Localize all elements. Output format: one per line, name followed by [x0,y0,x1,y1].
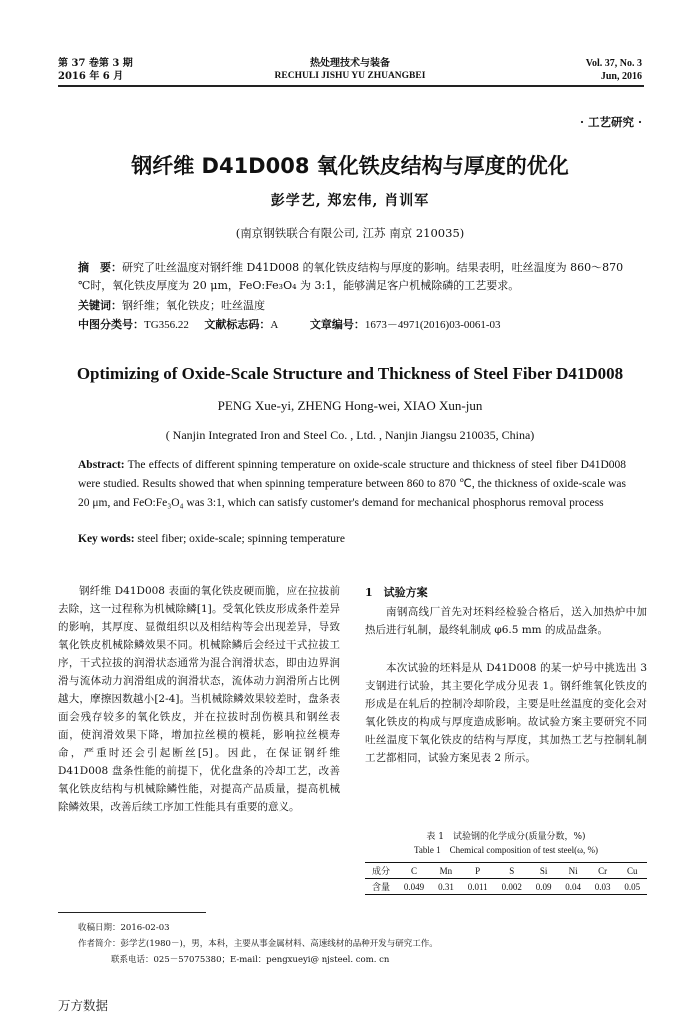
author-bio: 作者简介：彭学艺(1980－)，男，本科，主要从事金属材料、高速线材的品种开发与研究工作。 [78,939,438,949]
header-month: Jun, 2016 [600,71,642,82]
table-cell: 0.011 [461,879,495,895]
table-cell: 0.049 [397,879,431,895]
article-no-value: 1673－4971(2016)03-0061-03 [364,319,501,331]
abstract-cn-label: 摘 要： [78,261,122,274]
header-volume [58,57,133,83]
header-volume-issue: 第 37 卷第 3 期 [58,58,133,69]
classification-line [78,316,638,334]
table-cell: 0.04 [558,879,588,895]
doc-code-value: A [270,319,279,331]
keywords-cn [78,297,626,315]
method-paragraph-2: 本次试验的坯料是从 D41D008 的某一炉号中挑选出 3 支钢进行试验，其主要化学成分见表 1。钢纤维氧化铁皮的形成是在轧后的控制冷却阶段，主要是吐丝温度的变化会对氧化铁皮的构成与厚度造成影响。故试验方案主要研究不同吐丝温度下氧化铁皮的结构与厚度，其加热工艺与控制轧制工艺都相同，试验方案见表 2 所示。 [365,662,647,764]
contact-info: 联系电话：025－57075380；E-mail：pengxueyi@ njsteel. com. cn [111,955,390,965]
watermark-text: 万方数据 [58,998,109,1013]
paper-title-en: Optimizing of Oxide-Scale Structure and Thickness of Steel Fiber D41D008 [76,364,624,383]
header-journal-pinyin: RECHULI JISHU YU ZHUANGBEI [274,71,426,81]
chem-table [365,862,647,895]
table-header-cell: C [397,863,431,879]
keywords-en [78,533,626,545]
table-cell: 0.09 [529,879,559,895]
table-cell: 0.31 [431,879,461,895]
table-header-cell: 成分 [365,863,397,879]
table1-caption-cn: 表 1 试验钢的化学成分(质量分数，%) [426,832,586,842]
table-header-cell: Cu [617,863,647,879]
received-date: 收稿日期：2016-02-03 [78,923,170,933]
abstract-cn-text: 研究了吐丝温度对钢纤维 D41D008 的氧化铁皮结构与厚度的影响。结果表明，吐丝温度为 860～870 ℃时，氧化铁皮厚度为 20 μm，FeO:Fe₃O₄ 为 3:1，能够满足客户机械除磷的工艺要求。 [78,261,624,292]
header-journal-cn: 热处理技术与装备 [310,58,390,69]
table-header-cell: Cr [588,863,618,879]
table-header-cell: S [495,863,529,879]
method-paragraph-1: 南钢高线厂首先对坯料经检验合格后，送入加热炉中加热后进行轧制，最终轧制成 φ6.5 mm 的成品盘条。 [365,606,647,636]
footnote-rule [58,912,206,913]
table-header-cell: Si [529,863,559,879]
affiliation-en: ( Nanjin Integrated Iron and Steel Co. , Ltd. , Nanjin Jiangsu 210035, China) [165,428,535,442]
abstract-en [78,456,626,513]
table1-caption-en: Table 1 Chemical composition of test steel(ω, %) [414,845,598,855]
keywords-cn-label: 关键词： [78,299,122,312]
table-header-cell: Mn [431,863,461,879]
section-heading: 1 试验方案 [365,586,428,599]
table-cell: 0.002 [495,879,529,895]
doc-code-label: 文献标志码： [204,318,271,331]
header-journal [200,57,500,83]
affiliation-cn: (南京钢铁联合有限公司, 江苏 南京 210035) [235,226,465,240]
table-row [365,879,647,895]
table-cell: 0.05 [617,879,647,895]
table-header-row [365,863,647,879]
keywords-en-label: Key words: [78,533,135,545]
authors-cn: 彭学艺, 郑宏伟, 肖训军 [270,193,430,209]
keywords-en-text: steel fiber; oxide-scale; spinning temperature [134,533,345,545]
paper-title-cn: 钢纤维 D41D008 氧化铁皮结构与厚度的优化 [131,154,569,178]
authors-en: PENG Xue-yi, ZHENG Hong-wei, XIAO Xun-jun [217,398,483,413]
header-vol-en [586,57,642,83]
header-rule [58,85,644,87]
header-vol-no: Vol. 37, No. 3 [585,58,642,69]
table-header-cell: Ni [558,863,588,879]
article-no-label: 文章编号： [309,318,365,331]
abstract-en-text: The effects of different spinning temperature on oxide-scale structure and thickness of steel fiber D41D008 were studied. Results showed that when spinning temperature between 860 to 870 ℃, the thickness of oxide-scale was 20 μm, and FeO:Fe₃O₄ was 3:1, which can satisfy customer's demand for mechanical phosphorus removal process [78,459,626,509]
footnotes [78,920,638,968]
header-date: 2016 年 6 月 [58,71,124,82]
clc-value: TG356.22 [144,319,189,331]
clc-label: 中图分类号： [78,318,144,331]
table-cell: 含量 [365,879,397,895]
abstract-en-label: Abstract: [78,459,125,471]
table1 [365,862,647,895]
table-header-cell: P [461,863,495,879]
abstract-cn [78,259,626,295]
keywords-cn-text: 钢纤维；氧化铁皮；吐丝温度 [122,299,265,312]
intro-paragraph: 钢纤维 D41D008 表面的氧化铁皮硬而脆，应在拉拔前去除，这一过程称为机械除鳞[1]。受氧化铁皮形成条件差异的影响，其厚度、显微组织以及相结构等会出现差异，导致氧化铁皮机械除鳞效果不同。机械除鳞后会经过干式拉拔工序，干式拉拔的润滑状态通常为混合润滑状态，即由边界润滑与流体动力润滑组成的润滑状态，流体动力润滑所占比例越大，摩擦因数越小[2-4]。当机械除鳞效果较差时，盘条表面会残存较多的氧化铁皮，并在拉拔时刮伤模具和钢丝表面，使润滑效果下降，增加拉丝模的模耗，影响拉丝模寿命，严重时还会引起断丝[5]。因此，在保证钢纤维 D41D008 盘条性能的前提下，优化盘条的冷却工艺，改善氧化铁皮结构与机械除鳞性能，对提高产品质量，提高机械除鳞效果，改善后续工序加工性能具有重要的意义。 [58,585,340,813]
section-tag: · 工艺研究 · [579,115,642,129]
table-cell: 0.03 [588,879,618,895]
